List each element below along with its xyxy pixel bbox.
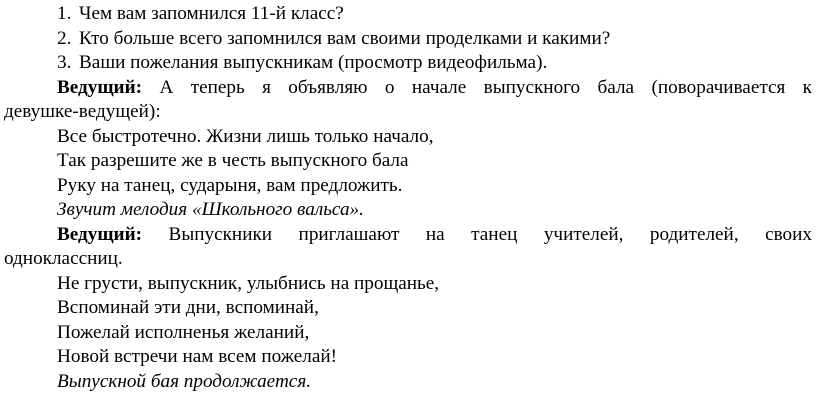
- stage-direction: [57, 198, 364, 223]
- host-paragraph-2-continued: [4, 247, 123, 272]
- host-paragraph-1: [57, 76, 812, 101]
- question-item: [57, 2, 344, 27]
- host-text: одноклассниц.: [4, 248, 123, 269]
- question-text: Чем вам запомнился 11-й класс?: [79, 3, 344, 24]
- speaker-label: Ведущий:: [57, 76, 143, 98]
- host-text: А теперь я объявляю о начале выпускного бала (поворачивается к: [159, 76, 812, 98]
- host-text: девушке-ведущей):: [4, 101, 161, 122]
- question-text: Кто больше всего запомнился вам своими проделками и какими?: [79, 27, 611, 49]
- host-text: Выпускники приглашают на танец учителей, родителей, своих: [168, 223, 812, 245]
- question-item: [57, 51, 547, 76]
- stage-direction-text: Выпускной бая продолжается.: [57, 370, 312, 392]
- question-item: [57, 27, 610, 52]
- question-number: 2.: [57, 27, 72, 49]
- host-paragraph-1-continued: [4, 100, 161, 125]
- question-number: 1.: [57, 3, 72, 24]
- question-number: 3.: [57, 52, 72, 73]
- verse-line: Так разрешите же в честь выпускного бала: [57, 150, 409, 171]
- verse-line: Новой встречи нам всем пожелай!: [57, 346, 337, 367]
- verse-line: Пожелай исполненья желаний,: [57, 321, 310, 343]
- verse-line: Вспоминай эти дни, вспоминай,: [57, 297, 319, 318]
- question-text: Ваши пожелания выпускникам (просмотр видеофильма).: [79, 52, 548, 73]
- speaker-label: Ведущий:: [57, 223, 143, 245]
- stage-direction: [57, 370, 311, 395]
- verse-line: Не грусти, выпускник, улыбнись на прощанье,: [57, 272, 440, 294]
- verse-line: Все быстротечно. Жизни лишь только начало,: [57, 125, 434, 147]
- host-paragraph-2: [57, 223, 812, 248]
- verse-line: Руку на танец, сударыня, вам предложить.: [57, 174, 403, 196]
- stage-direction-text: Звучит мелодия «Школьного вальса».: [57, 199, 364, 220]
